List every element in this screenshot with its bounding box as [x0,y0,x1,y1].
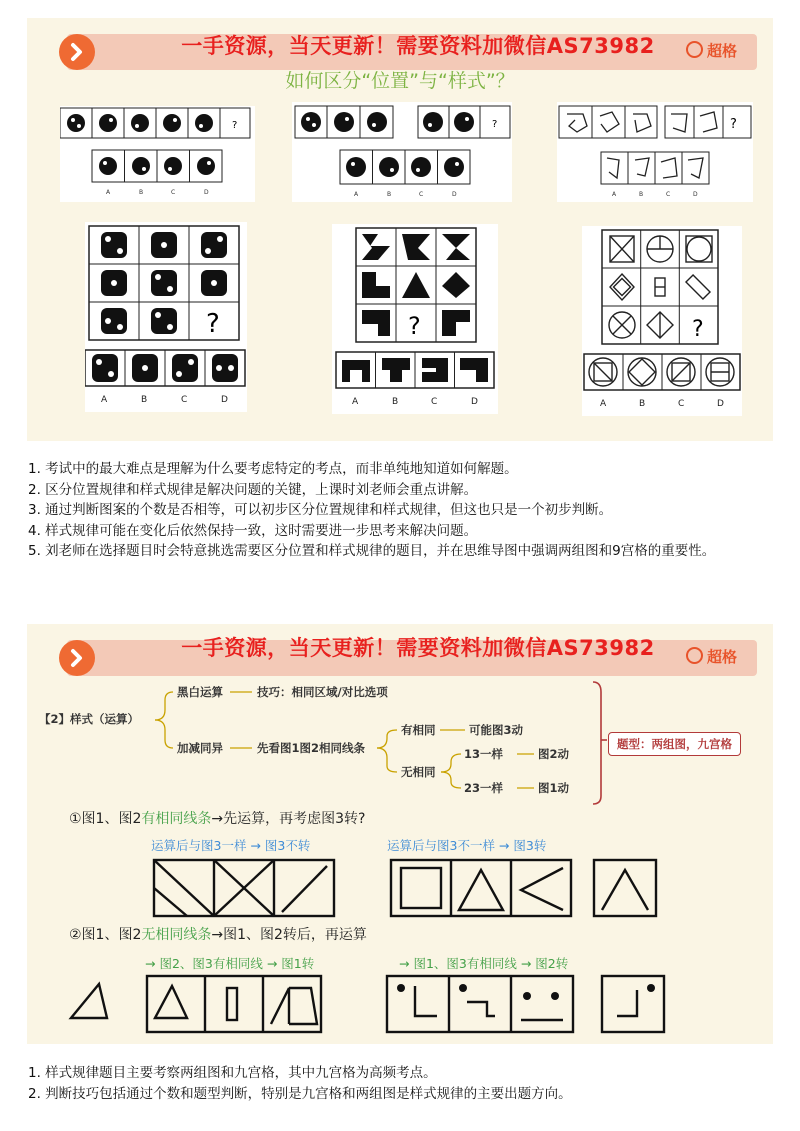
nine-grid-shapes [332,224,498,414]
promo-banner: 一手资源，当天更新！需要资料加微信AS73982 [181,636,655,660]
brand-logo [686,40,737,61]
svg-text:D: D [204,189,209,196]
notes-list-2 [28,1063,774,1104]
rule-2-right-note: → 图1、图3有相同线 → 图2转 [399,956,569,971]
svg-text:C: C [666,191,671,198]
puzzle-card-lines [557,102,753,202]
question-types-box: 题型：两组图，九宫格 [608,732,741,756]
svg-text:B: B [392,397,399,407]
svg-text:?: ? [408,312,421,340]
promo-banner: 一手资源，当天更新！需要资料加微信AS73982 [181,34,655,58]
nine-grid-dots-card [85,222,247,412]
rule-1-suffix: →先运算，再考虑图3转? [211,811,366,827]
svg-text:B: B [639,399,646,409]
brand-g-icon [686,647,703,664]
note-item: 3. 通过判断图案的个数是否相等，可以初步区分位置规律和样式规律，但这也只是一个初步判断。 [28,502,613,518]
note-item: 1. 样式规律题目主要考察两组图和九宫格，其中九宫格为高频考点。 [28,1065,437,1081]
hex-dots-puzzle [292,102,512,202]
svg-text:A: A [352,397,359,407]
rule-1-highlight: 有相同线条 [141,811,212,827]
svg-text:B: B [141,395,148,405]
svg-text:A: A [600,399,607,409]
svg-text:B: B [639,191,644,198]
brand-name: 超格 [706,648,737,666]
svg-text:B: B [139,189,144,196]
slide-header [27,624,773,682]
rule-2-left-note: → 图2、图3有相同线 → 图1转 [145,956,315,971]
slide-style-operations [27,624,773,1044]
rule-1-prefix: ①图1、图2 [69,811,142,827]
svg-text:C: C [181,395,188,405]
rule-1-figures [27,854,773,924]
svg-text:A: A [612,191,617,198]
note-item: 1. 考试中的最大难点是理解为什么要考虑特定的考点，而非单纯地知道如何解题。 [28,461,518,477]
line-shapes-puzzle [557,102,753,202]
svg-text:?: ? [206,309,220,339]
rule-2-prefix: ②图1、图2 [69,927,142,943]
note-item: 2. 判断技巧包括通过个数和题型判断，特别是九宫格和两组图是样式规律的主要出题方向。 [28,1085,572,1102]
svg-text:?: ? [730,117,737,132]
mindmap-tip-black-white: 技巧：相同区域/对比选项 [257,685,388,699]
rule-1 [69,808,365,828]
mindmap-branch-black-white: 黑白运算 [177,685,223,699]
svg-text:A: A [106,189,111,196]
note-item: 4. 样式规律可能在变化后依然保持一致，这时需要进一步思考来解决问题。 [28,522,478,539]
note-item: 5. 刘老师在选择题目时会特意挑选需要区分位置和样式规律的题目，并在思维导图中强调两组图和9宫格的重要性。 [28,543,716,559]
svg-text:D: D [452,191,457,198]
rule-1-left-note: 运算后与图3一样 → 图3不转 [151,838,311,853]
brand-name: 超格 [706,42,737,60]
mindmap-13-tip: 图2动 [538,747,570,761]
dot-flower-puzzle [60,106,255,202]
slide-position-vs-style [27,18,773,441]
mindmap-root: 【2】样式（运算） [39,712,140,726]
svg-text:D: D [693,191,698,198]
rule-2-highlight: 无相同线条 [141,927,212,943]
svg-text:C: C [171,189,176,196]
svg-text:D: D [221,395,228,405]
question-title: 如何区分“位置”与“样式”？ [285,70,515,92]
mindmap-no-same: 无相同 [401,765,436,779]
mindmap-has-same-tip: 可能图3动 [469,723,524,737]
mindmap-13-same: 13一样 [464,747,504,761]
svg-text:C: C [431,397,438,407]
nine-grid-circles-card [582,226,742,416]
puzzle-card-dots [60,106,255,202]
svg-text:A: A [101,395,108,405]
mind-map-lines [27,678,773,858]
puzzle-card-hex [292,102,512,202]
mindmap-branch-add-sub: 加减同异 [177,741,223,755]
svg-text:C: C [678,399,685,409]
mindmap-has-same: 有相同 [401,723,436,737]
rule-1-right-note: 运算后与图3不一样 → 图3转 [387,838,547,853]
note-item: 2. 区分位置规律和样式规律是解决问题的关键，上课时刘老师会重点讲解。 [28,481,478,498]
brand-g-icon [686,41,703,58]
svg-text:D: D [717,399,724,409]
rule-2 [69,924,367,944]
svg-text:B: B [387,191,392,198]
nine-grid-shapes-card [332,224,498,414]
svg-text:A: A [354,191,359,198]
nine-grid-dots [85,222,247,412]
svg-text:C: C [419,191,424,198]
brand-logo [686,646,737,667]
mindmap-tip-add-sub: 先看图1图2相同线条 [257,741,366,755]
notes-list-1 [28,459,774,562]
nine-grid-circles [582,226,742,416]
rule-2-suffix: →图1、图2转后，再运算 [211,927,367,943]
svg-text:?: ? [492,119,498,130]
svg-text:?: ? [692,317,704,342]
mindmap-23-same: 23一样 [464,781,504,795]
rule-2-figures [27,972,773,1044]
mindmap-23-tip: 图1动 [538,781,570,795]
svg-text:?: ? [232,120,238,131]
svg-text:D: D [471,397,478,407]
